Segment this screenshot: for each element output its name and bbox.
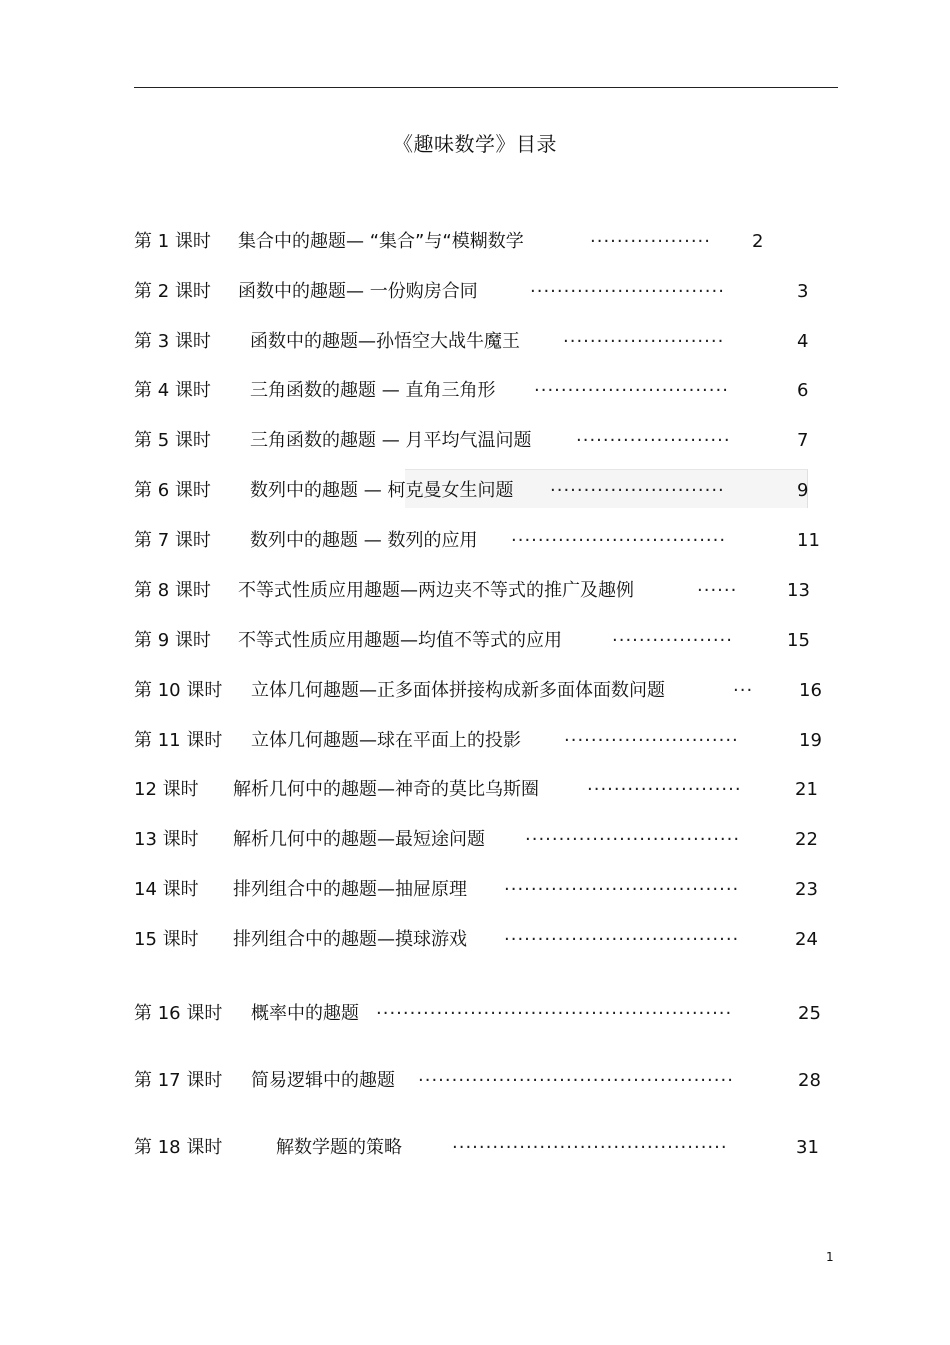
toc-entry-label: 第 16 课时	[134, 1003, 223, 1024]
toc-entry-page: 22	[795, 829, 818, 850]
toc-entry-topic: 概率中的趣题	[251, 1003, 359, 1024]
toc-entry-topic: 简易逻辑中的趣题	[251, 1070, 395, 1091]
toc-entry-label: 第 18 课时	[134, 1137, 223, 1158]
toc-entry[interactable]	[0, 925, 950, 955]
toc-entry-label: 第 10 课时	[134, 680, 223, 701]
toc-entry[interactable]	[0, 1066, 950, 1096]
toc-entry-label: 第 3 课时	[134, 331, 211, 352]
toc-entry-topic: 不等式性质应用趣题—均值不等式的应用	[238, 630, 562, 651]
toc-entry-leader: ·······················	[576, 430, 731, 451]
toc-entry[interactable]	[0, 875, 950, 905]
toc-entry-topic: 不等式性质应用趣题—两边夹不等式的推广及趣例	[238, 580, 634, 601]
toc-entry-page: 4	[797, 331, 809, 352]
toc-entry-page: 24	[795, 929, 818, 950]
toc-entry-topic: 解数学题的策略	[276, 1137, 402, 1158]
toc-entry[interactable]	[0, 576, 950, 606]
toc-entry[interactable]	[0, 227, 950, 257]
toc-entry-topic: 函数中的趣题—孙悟空大战牛魔王	[250, 331, 520, 352]
toc-entry-page: 3	[797, 281, 809, 302]
toc-entry-topic: 解析几何中的趣题—神奇的莫比乌斯圈	[233, 779, 539, 800]
toc-entry-topic: 立体几何趣题—球在平面上的投影	[251, 730, 521, 751]
toc-entry-topic: 三角函数的趣题 — 直角三角形	[250, 380, 496, 401]
toc-entry-leader: ·········································	[452, 1137, 728, 1158]
toc-entry-label: 第 9 课时	[134, 630, 211, 651]
toc-entry-label: 第 6 课时	[134, 480, 211, 501]
toc-entry-page: 6	[797, 380, 809, 401]
toc-entry[interactable]	[0, 676, 950, 706]
toc-entry[interactable]	[0, 999, 950, 1029]
toc-entry[interactable]	[0, 426, 950, 456]
toc-entry-page: 11	[797, 530, 820, 551]
toc-entry[interactable]	[0, 825, 950, 855]
toc-entry-label: 12 课时	[134, 779, 199, 800]
toc-entry-label: 第 7 课时	[134, 530, 211, 551]
toc-entry-topic: 函数中的趣题— 一份购房合同	[238, 281, 478, 302]
toc-entry[interactable]	[0, 327, 950, 357]
toc-entry[interactable]	[0, 1133, 950, 1163]
toc-entry-label: 第 1 课时	[134, 231, 211, 252]
toc-entry-page: 23	[795, 879, 818, 900]
toc-entry-label: 13 课时	[134, 829, 199, 850]
toc-entry-leader: ·······················	[587, 779, 742, 800]
toc-entry[interactable]	[0, 476, 950, 506]
toc-entry-leader: ·····················································	[376, 1003, 733, 1024]
toc-entry-page: 15	[787, 630, 810, 651]
toc-entry-topic: 数列中的趣题 — 数列的应用	[250, 530, 478, 551]
toc-entry-leader: ···································	[504, 879, 740, 900]
toc-entry-page: 25	[798, 1003, 821, 1024]
toc-entry-label: 15 课时	[134, 929, 199, 950]
toc-entry-page: 16	[799, 680, 822, 701]
toc-entry-label: 第 5 课时	[134, 430, 211, 451]
toc-entry-page: 9	[797, 480, 809, 501]
toc-entry[interactable]	[0, 277, 950, 307]
toc-entry-topic: 排列组合中的趣题—抽屉原理	[233, 879, 467, 900]
toc-entry-topic: 立体几何趣题—正多面体拼接构成新多面体面数问题	[251, 680, 665, 701]
toc-entry-page: 7	[797, 430, 809, 451]
toc-entry[interactable]	[0, 526, 950, 556]
toc-entry-leader: ·····························	[534, 380, 729, 401]
toc-entry-topic: 集合中的趣题— “集合”与“模糊数学	[238, 231, 524, 252]
toc-entry-leader: ···································	[504, 929, 740, 950]
toc-entry[interactable]	[0, 775, 950, 805]
toc-entry-page: 31	[796, 1137, 819, 1158]
toc-entry[interactable]	[0, 376, 950, 406]
page-title: 《趣味数学》目录	[393, 132, 557, 156]
toc-entry-label: 第 8 课时	[134, 580, 211, 601]
toc-entry-leader: ························	[563, 331, 725, 352]
toc-entry-topic: 排列组合中的趣题—摸球游戏	[233, 929, 467, 950]
toc-entry-leader: ·····························	[530, 281, 725, 302]
toc-entry-topic: 解析几何中的趣题—最短途问题	[233, 829, 485, 850]
toc-entry-page: 2	[752, 231, 764, 252]
toc-entry[interactable]	[0, 726, 950, 756]
toc-entry-leader: ··················	[612, 630, 733, 651]
toc-entry-leader: ···············································	[418, 1070, 734, 1091]
toc-entry-label: 第 17 课时	[134, 1070, 223, 1091]
toc-entry-page: 13	[787, 580, 810, 601]
toc-entry-label: 第 4 课时	[134, 380, 211, 401]
toc-entry-leader: ··················	[590, 231, 711, 252]
toc-entry-topic: 三角函数的趣题 — 月平均气温问题	[250, 430, 532, 451]
toc-entry-page: 19	[799, 730, 822, 751]
page-number: 1	[826, 1250, 834, 1264]
toc-entry-page: 28	[798, 1070, 821, 1091]
toc-entry-label: 第 11 课时	[134, 730, 223, 751]
toc-entry-leader: ································	[511, 530, 727, 551]
header-rule	[134, 87, 838, 88]
toc-entry-leader: ··························	[550, 480, 725, 501]
toc-entry-leader: ································	[525, 829, 741, 850]
toc-entry-leader: ···	[733, 680, 754, 701]
toc-entry-leader: ······	[697, 580, 738, 601]
toc-entry[interactable]	[0, 626, 950, 656]
toc-entry-topic: 数列中的趣题 — 柯克曼女生问题	[250, 480, 514, 501]
toc-entry-label: 第 2 课时	[134, 281, 211, 302]
toc-entry-label: 14 课时	[134, 879, 199, 900]
toc-entry-page: 21	[795, 779, 818, 800]
toc-entry-leader: ··························	[564, 730, 739, 751]
